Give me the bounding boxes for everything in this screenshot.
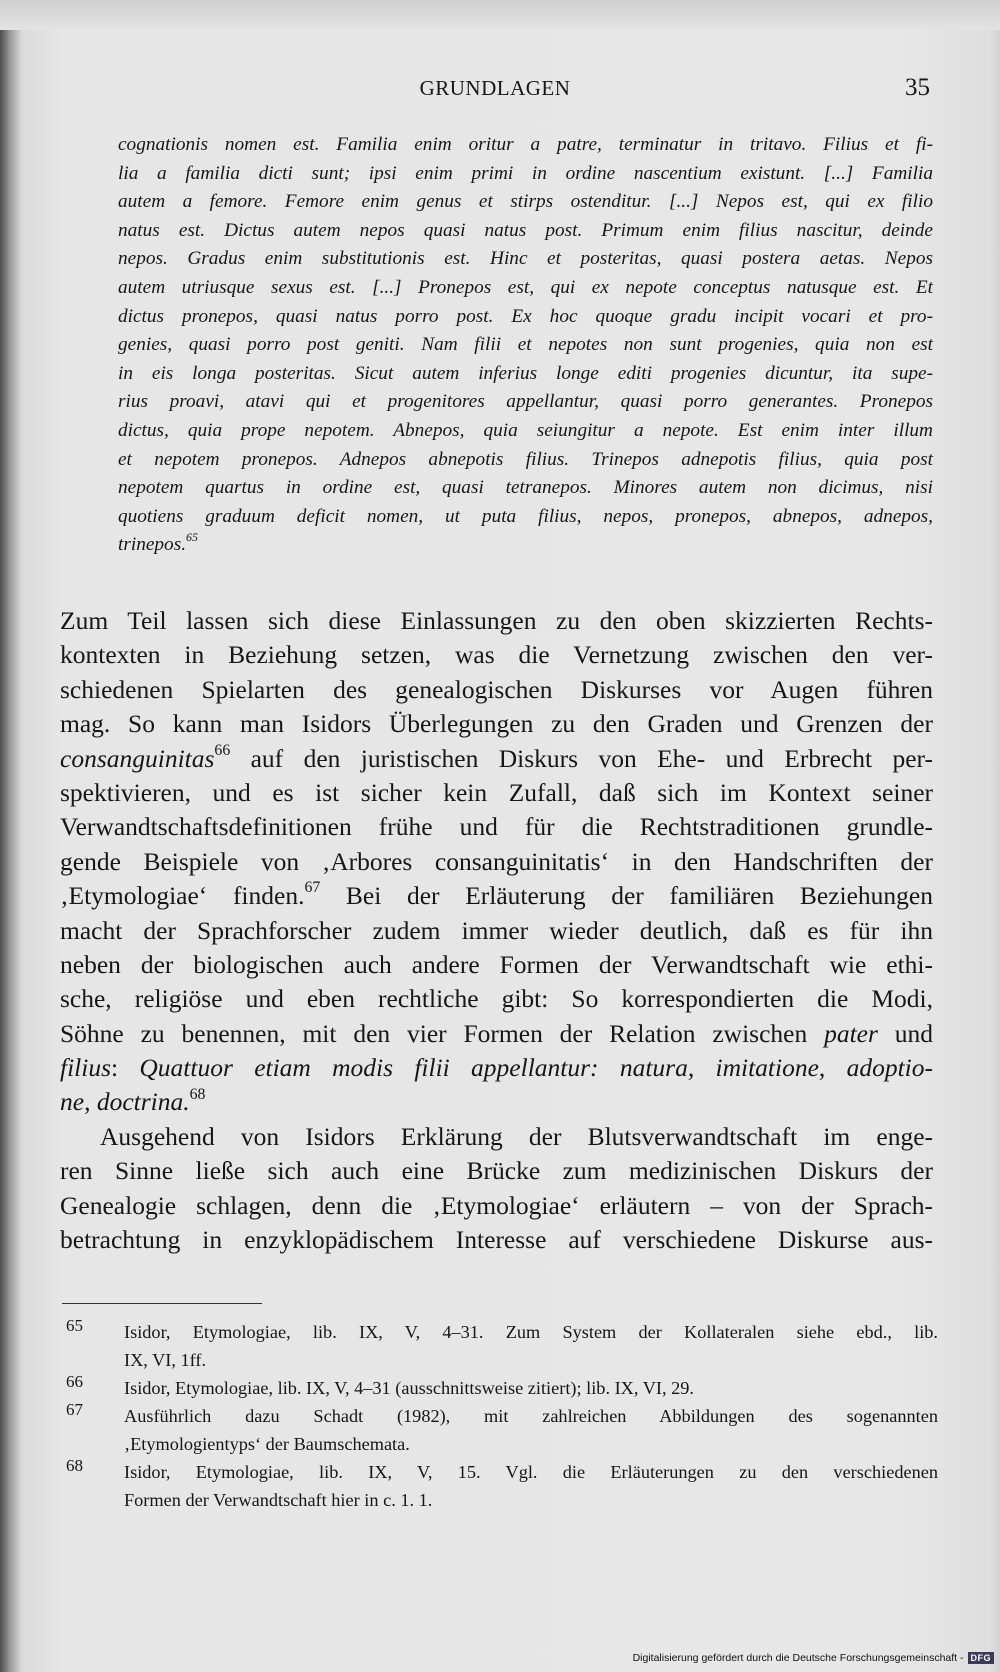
footnote-ref-68[interactable]: 68 [189,1085,206,1103]
body-line: mag. So kann man Isidors Überlegungen zu den Graden und Grenzen der [60,709,933,739]
footnote-number: 67 [66,1400,83,1419]
quote-line: dictus pronepos, quasi natus porro post. Ex hoc quoque gradu incipit vocari et pro- [118,305,933,327]
footnote-line: Formen der Verwandtschaft hier in c. 1. 1. [124,1490,433,1510]
quote-line: rius proavi, atavi qui et progenitores appellantur, quasi porro generantes. Pronepos [118,391,933,413]
footnote-66 [62,1374,938,1402]
body-line-text: auf den juristischen Diskurs von Ehe- und Erbrecht per- [230,743,933,773]
latin-quotation [118,131,933,560]
footnote-line: IX, VI, 1ff. [124,1350,207,1370]
latin-inline-quote: ne, doctrina. [60,1087,190,1117]
body-line-text: und [877,1018,934,1048]
body-line: Ausgehend von Isidors Erklärung der Blutsverwandtschaft im enge- [100,1121,933,1151]
body-line [60,742,933,776]
credit-text: Digitalisierung gefördert durch die Deutsche Forschungsgemeinschaft - [632,1652,964,1664]
body-line: Verwandtschaftsdefinitionen frühe und für die Rechtstraditionen grundle- [60,812,933,842]
quote-line: autem utriusque sexus est. [...] Pronepos est, qui ex nepote conceptus natusque est. Et [118,276,933,298]
footnote-line: Isidor, Etymologiae, lib. IX, V, 4–31. Zum System der Kollateralen siehe ebd., lib. [124,1322,938,1342]
footnote-line: Isidor, Etymologiae, lib. IX, V, 15. Vgl. die Erläuterungen zu den verschiedenen [124,1462,938,1482]
page-header [60,74,930,110]
quote-line: cognationis nomen est. Familia enim oritur a patre, terminatur in tritavo. Filius et fi- [118,134,933,155]
footnote-divider [62,1303,262,1304]
footnote-ref-65[interactable]: 65 [186,530,198,545]
body-line [60,879,933,913]
quote-line: natus est. Dictus autem nepos quasi natus post. Primum enim filius nascitur, deinde [118,219,933,241]
body-line: macht der Sprachforscher zudem immer wieder deutlich, daß es für ihn [60,915,933,945]
footnote-65 [62,1318,938,1374]
footnote-line: ‚Etymologientyps‘ der Baumschemata. [124,1434,410,1454]
footnote-ref-67[interactable]: 67 [304,879,321,897]
quote-line: nepotem quartus in ordine est, quasi tetranepos. Minores autem non dicimus, nisi [118,477,933,499]
body-line: sche, religiöse und eben rechtliche gibt: So korrespondierten die Modi, [60,984,933,1014]
quote-line: et nepotem pronepos. Adnepos abnepotis filius. Trinepos adnepotis filius, quia post [118,448,933,470]
body-line: kontexten in Beziehung setzen, was die Vernetzung zwischen den ver- [60,640,933,670]
page-top-edge [0,0,1000,30]
body-line [60,1051,933,1085]
body-line: Zum Teil lassen sich diese Einlassungen zu den oben skizzierten Rechts- [60,606,933,635]
footnotes [62,1318,938,1514]
body-line-text: Bei der Erläuterung der familiären Beziehungen [320,881,933,911]
footnote-number: 65 [66,1316,83,1335]
body-line: gende Beispiele von ‚Arbores consanguinitatis‘ in den Handschriften der [60,846,933,876]
body-text [60,604,933,1257]
dfg-logo: DFG [968,1652,995,1664]
quote-line: nepos. Gradus enim substitutionis est. Hinc et posteritas, quasi postera aetas. Nepos [118,248,933,270]
footnote-ref-66[interactable]: 66 [214,741,231,759]
body-line: neben der biologischen auch andere Formen der Verwandtschaft wie ethi- [60,949,933,979]
body-line: Genealogie schlagen, denn die ‚Etymologiae‘ erläutern – von der Sprach- [60,1190,933,1220]
term-pater: pater [824,1018,878,1048]
quote-line: lia a familia dicti sunt; ipsi enim primi in ordine nascentium existunt. [...] Familia [118,162,933,184]
footnote-number: 66 [66,1372,83,1391]
quote-last-line [118,531,933,560]
quote-line: autem a femore. Femore enim genus et stirps ostenditur. [...] Nepos est, qui ex filio [118,191,933,213]
latin-inline-quote: Quattuor etiam modis filii appellantur: natura, imitatione, adoptio- [139,1053,933,1083]
footnote-line: Isidor, Etymologiae, lib. IX, V, 4–31 (ausschnittsweise zitiert); lib. IX, VI, 29. [124,1378,694,1398]
body-line-text: ‚Etymologiae‘ finden. [60,881,305,911]
body-line-text: : [111,1053,140,1083]
quote-line: quotiens graduum deficit nomen, ut puta filius, nepos, pronepos, abnepos, adnepos, [118,505,933,527]
body-line: ren Sinne ließe sich auch eine Brücke zum medizinischen Diskurs der [60,1156,933,1186]
footnote-line: Ausführlich dazu Schadt (1982), mit zahlreichen Abbildungen des sogenannten [124,1406,938,1426]
body-line: betrachtung in enzyklopädischem Interesse auf verschiedene Diskurse aus- [60,1225,933,1255]
term-filius: filius [60,1053,112,1083]
body-line [60,1085,933,1119]
quote-line: dictus, quia prope nepotem. Abnepos, quia seiungitur a nepote. Est enim inter illum [118,419,933,441]
digitization-credit [633,1652,994,1664]
body-line [60,1017,933,1051]
body-line-text: Söhne zu benennen, mit den vier Formen der Relation zwischen [60,1018,825,1048]
term-consanguinitas: consanguinitas [60,743,215,773]
quote-end-text: trinepos. [118,534,187,556]
footnote-number: 68 [66,1456,83,1475]
body-line: schiedenen Spielarten des genealogischen Diskurses vor Augen führen [60,674,933,704]
running-head: GRUNDLAGEN [419,76,571,100]
footnote-67 [62,1402,938,1458]
page-number: 35 [905,74,930,101]
footnote-68 [62,1458,938,1514]
quote-line: in eis longa posteritas. Sicut autem inferius longe editi progenies dicuntur, ita supe- [118,362,933,384]
body-line: spektivieren, und es ist sicher kein Zufall, daß sich im Kontext seiner [60,777,933,807]
quote-line: genies, quasi porro post geniti. Nam filii et nepotes non sunt progenies, quia non est [118,334,933,356]
